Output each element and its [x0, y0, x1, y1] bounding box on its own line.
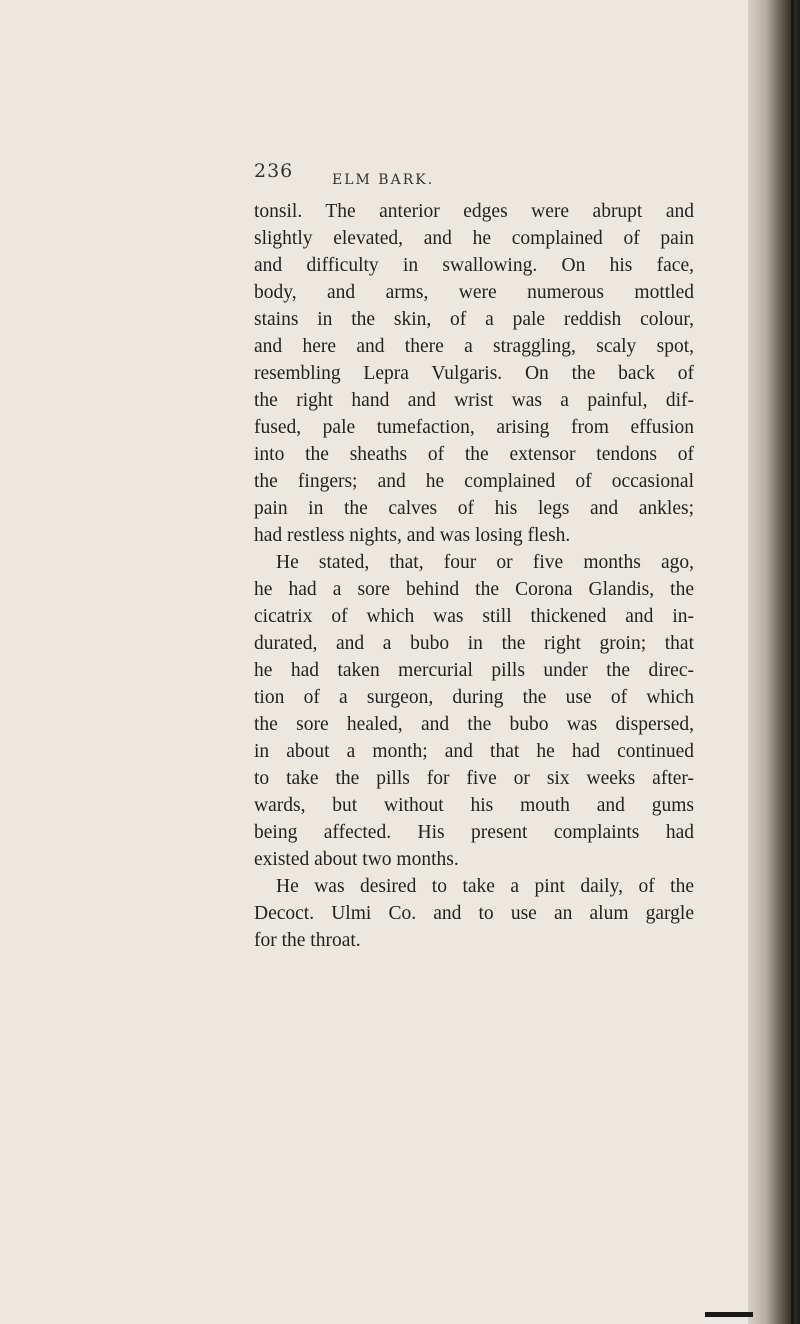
text-line: stains in the skin, of a pale reddish colour,	[254, 309, 694, 330]
text-line: in about a month; and that he had continued	[254, 741, 694, 762]
text-line: body, and arms, were numerous mottled	[254, 282, 694, 303]
text-line: wards, but without his mouth and gums	[254, 795, 694, 816]
text-line: pain in the calves of his legs and ankles;	[254, 498, 694, 519]
text-line: the sore healed, and the bubo was dispersed,	[254, 714, 694, 735]
text-line: to take the pills for five or six weeks after-	[254, 768, 694, 789]
text-line: He stated, that, four or five months ago,	[276, 552, 694, 573]
text-line: the right hand and wrist was a painful, dif-	[254, 390, 694, 411]
text-line: the fingers; and he complained of occasional	[254, 471, 694, 492]
text-line: He was desired to take a pint daily, of the	[276, 876, 694, 897]
text-line: existed about two months.	[254, 849, 459, 870]
text-line: fused, pale tumefaction, arising from effusion	[254, 417, 694, 438]
text-line: tion of a surgeon, during the use of which	[254, 687, 694, 708]
paragraph-2	[254, 549, 694, 873]
text-line: slightly elevated, and he complained of pain	[254, 228, 694, 249]
text-line: and here and there a straggling, scaly spot,	[254, 336, 694, 357]
spine-edge	[791, 0, 794, 1324]
text-line: into the sheaths of the extensor tendons of	[254, 444, 694, 465]
text-line: cicatrix of which was still thickened and in-	[254, 606, 694, 627]
text-line: for the throat.	[254, 930, 361, 951]
body-text	[254, 198, 694, 954]
paragraph-1	[254, 198, 694, 549]
text-line: had restless nights, and was losing flesh.	[254, 525, 571, 546]
text-line: he had a sore behind the Corona Glandis, the	[254, 579, 694, 600]
text-line: tonsil. The anterior edges were abrupt and	[254, 201, 694, 222]
text-line: being affected. His present complaints had	[254, 822, 694, 843]
text-line: and difficulty in swallowing. On his face,	[254, 255, 694, 276]
bottom-ink-mark	[705, 1312, 753, 1317]
text-line: resembling Lepra Vulgaris. On the back of	[254, 363, 694, 384]
page-number: 236	[254, 160, 294, 182]
running-head: ELM BARK.	[332, 172, 435, 188]
text-line: he had taken mercurial pills under the direc-	[254, 660, 694, 681]
paragraph-3	[254, 873, 694, 954]
text-line: durated, and a bubo in the right groin; that	[254, 633, 694, 654]
text-line: Decoct. Ulmi Co. and to use an alum gargle	[254, 903, 694, 924]
